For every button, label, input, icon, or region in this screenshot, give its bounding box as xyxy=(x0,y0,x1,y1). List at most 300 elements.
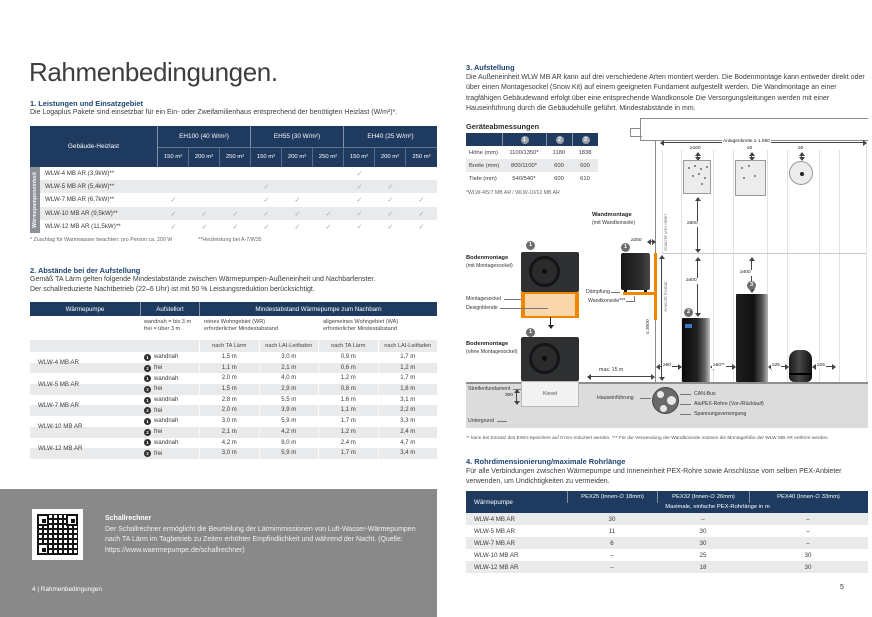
distance-value: 0,9 m xyxy=(318,352,378,363)
subcol-header: nach TA Lärm xyxy=(318,340,378,352)
check-icon: ✓ xyxy=(170,208,177,218)
check-icon: ✓ xyxy=(356,169,363,179)
distance-value: 1,2 m xyxy=(318,373,378,384)
dim-100: ≥100 xyxy=(690,146,701,151)
footnote-warmwasser: * Zuschlag für Warmwasser beachten: pro Person ca. 200 W xyxy=(30,236,173,243)
pex-row xyxy=(466,561,868,573)
wall-mounted-unit xyxy=(621,253,650,290)
badge-1: 1 xyxy=(621,243,630,252)
distance-value: 3,0 m xyxy=(199,416,259,427)
max15-label: max. 15 m xyxy=(599,367,624,373)
dim-value: 800/1100* xyxy=(510,162,537,169)
ansicht-frontal-label: Ansicht frontal xyxy=(664,281,669,312)
pump-label: WLW-5 MB AR (5,4kW)** xyxy=(45,183,115,191)
dim-value: 600 xyxy=(554,175,564,182)
untergrund-label: Untergrund xyxy=(468,418,494,424)
col-eh40: EH40 (25 W/m²) xyxy=(367,133,414,140)
section2-intro1: Gemäß TA Lärm gelten folgende Mindestabstände zwischen Wärmepumpen-Außeneinheit und Nachbarfenster. xyxy=(30,276,376,283)
row-badge: 2 xyxy=(144,450,151,457)
pex-value: – xyxy=(806,527,810,535)
pump-label: WLW-5 MB AR xyxy=(474,527,516,535)
dim-400a: ≥400 xyxy=(686,278,697,283)
kiesel-fundament xyxy=(521,381,579,407)
pump-label: WLW-4 MB AR (3,9kW)** xyxy=(45,170,115,178)
aufstellort-text: frei xyxy=(154,365,163,372)
fan-icon xyxy=(529,256,560,287)
dim-25a: ≥25 xyxy=(772,363,780,368)
dim-0b-arrow xyxy=(801,153,802,160)
subcol-header: nach TA Lärm xyxy=(199,340,259,352)
heizlast-area-row xyxy=(158,147,437,167)
dim-value: 1180 xyxy=(552,149,566,156)
heizlast-row xyxy=(30,167,437,180)
dim-300-arrow xyxy=(516,390,517,404)
distance-value: 4,0 m xyxy=(259,373,319,384)
distance-value: 4,7 m xyxy=(378,438,438,449)
wandkonsole-rail xyxy=(654,253,657,320)
dim-value: 600 xyxy=(580,162,590,169)
row-badge: 2 xyxy=(144,407,151,414)
distance-value: 2,1 m xyxy=(259,363,319,374)
abstand-table-header xyxy=(30,302,437,316)
dim-600: ≥600 xyxy=(687,221,698,226)
leistungen-footnotes xyxy=(30,237,437,243)
check-icon: ✓ xyxy=(232,208,239,218)
aufstellort-cell xyxy=(140,397,199,404)
row-badge: 1 xyxy=(144,418,151,425)
distance-value: 2,1 m xyxy=(199,427,259,438)
distance-value: 2,2 m xyxy=(378,405,438,416)
check-icon: ✓ xyxy=(263,182,270,192)
aufstellort-text: wandnah xyxy=(154,418,179,425)
abstand-group xyxy=(30,373,437,394)
dim-25b: ≥25 xyxy=(817,363,825,368)
abstand-row xyxy=(30,438,437,449)
fan-icon xyxy=(529,343,560,374)
abstand-row xyxy=(30,384,437,395)
abstand-row xyxy=(30,352,437,363)
pump-label: WLW-10 MB AR xyxy=(38,423,83,431)
pex-value: 11 xyxy=(608,527,616,535)
distance-value: 2,0 m xyxy=(199,373,259,384)
max15-arrow xyxy=(588,376,654,377)
check-icon: ✓ xyxy=(294,208,301,218)
distance-value: 3,9 m xyxy=(259,405,319,416)
check-icon: ✓ xyxy=(294,195,301,205)
qr-finder-icon xyxy=(66,514,78,526)
check-icon: ✓ xyxy=(232,221,239,231)
leader-line xyxy=(504,299,521,300)
ansicht-oben-label: Ansicht von oben xyxy=(664,214,669,251)
section1-heading: 1. Leistungen und Einsatzgebiet xyxy=(30,99,143,108)
pex-row xyxy=(466,549,868,561)
pump-label: WLW-7 MB AR xyxy=(38,401,80,409)
area-header-cell: 150 m² xyxy=(251,148,282,167)
guide-line xyxy=(787,150,788,382)
guide-line xyxy=(819,150,820,382)
area-header-cell: 250 m² xyxy=(412,154,431,160)
outdoor-unit-front xyxy=(521,337,579,381)
section4-heading: 4. Rohrdimensionierung/maximale Rohrlänge xyxy=(466,457,626,466)
area-header-cell: 200 m² xyxy=(282,148,313,167)
dim-50s: ≥50** xyxy=(713,363,725,368)
section4-body: Für alle Verbindungen zwischen Wärmepumpe und Inneneinheit PEX-Rohre sowie Anschlüsse vom selben PEX-Anbieter verwenden, um Undichtigkeiten zu vermeiden. xyxy=(466,468,842,485)
boden2-sub: (ohne Montagesockel) xyxy=(466,349,518,355)
dim-400b: ≥400 xyxy=(740,270,751,275)
distance-value: 1,7 m xyxy=(378,373,438,384)
spannung-label: Spannungsversorgung xyxy=(694,411,747,417)
check-icon: ✓ xyxy=(356,208,363,218)
dim-250: ≥250 xyxy=(631,238,642,243)
page-number-right: 5 xyxy=(840,584,844,591)
wandmontage-title: Wandmontage xyxy=(592,212,632,218)
pump-label: WLW-7 MB AR (6,7kW)** xyxy=(45,196,115,204)
abstand-group xyxy=(30,438,437,459)
pex-span-label: Maximale, einfache PEX-Rohrlänge in m xyxy=(665,504,770,510)
check-icon: ✓ xyxy=(356,182,363,192)
wall-outline xyxy=(630,136,642,137)
distance-value: 3,1 m xyxy=(378,395,438,406)
distance-value: 1,2 m xyxy=(378,363,438,374)
transition-arrow xyxy=(550,317,551,325)
badge-col xyxy=(502,133,546,146)
pump-label: WLW-12 MB AR xyxy=(38,444,83,452)
schallrechner-heading: Schallrechner xyxy=(105,515,152,522)
check-icon: ✓ xyxy=(356,195,363,205)
qr-finder-icon xyxy=(37,543,49,555)
leader-line xyxy=(626,301,634,302)
section2-intro2: Der schallreduzierte Nachtbetrieb (22–6 Uhr) ist mit 50 % Leistungsreduktion berücksichtigt. xyxy=(30,286,315,293)
row-badge: 2 xyxy=(144,386,151,393)
distance-value: 3,0 m xyxy=(259,352,319,363)
diagram-footnote: ** kann bei Einsatz des EWH-Speichers auf 0 mm reduziert werden. *** Für die Verwendung der Wandkonsole müssen die Montagefüße der WLW MB AR entfernt werden. xyxy=(466,436,829,441)
dims-table-badges xyxy=(502,133,598,146)
alupex-label: AluPEX-Rohre (Vor-/Rücklauf) xyxy=(694,401,764,407)
leader-line xyxy=(680,404,691,405)
canbus-label: CAN-Bus xyxy=(694,391,716,397)
streifenfundament-label: Streifenfundament xyxy=(468,386,511,392)
circle-badge: 2 xyxy=(556,136,564,144)
heizlast-row xyxy=(30,180,437,193)
abstand-group xyxy=(30,416,437,437)
distance-value: 0,6 m xyxy=(318,363,378,374)
distance-value: 1,7 m xyxy=(318,448,378,459)
section3-heading: 3. Aufstellung xyxy=(466,63,515,72)
pex-col-header: PEX32 (Innen-∅ 26mm) xyxy=(657,491,749,503)
wa-label-2: erforderlicher Mindestabstand xyxy=(323,326,397,333)
aufstellort-cell xyxy=(140,365,199,372)
dims-row xyxy=(466,172,598,185)
aufstellort-cell xyxy=(140,450,199,457)
row-badge: 1 xyxy=(144,375,151,382)
aufstellort-text: wandnah xyxy=(154,439,179,446)
aufstellort-text: frei xyxy=(154,407,163,414)
check-icon: ✓ xyxy=(387,221,394,231)
abstand-row xyxy=(30,363,437,374)
pex-value: – xyxy=(806,539,810,547)
row-badge: 1 xyxy=(144,439,151,446)
leader-line xyxy=(611,292,620,293)
dim-label: Höhe (mm) xyxy=(469,149,498,156)
distance-value: 3,3 m xyxy=(378,416,438,427)
pump-label: WLW-10 MB AR (9,5kW)** xyxy=(45,209,118,217)
abstand-group xyxy=(30,395,437,416)
badge-col xyxy=(572,133,598,146)
dim-0b: ≥0 xyxy=(798,146,804,151)
pex-table-header xyxy=(466,491,868,513)
page-title: Rahmenbedingungen. xyxy=(29,57,278,87)
dim-value: 1100/1350* xyxy=(509,149,539,156)
check-icon: ✓ xyxy=(418,195,425,205)
dim-label: Breite (mm) xyxy=(469,162,500,169)
abstand-subheader xyxy=(30,316,437,340)
guide-line xyxy=(713,150,714,382)
page-footer-left: 4 | Rahmenbedingungen xyxy=(32,586,102,593)
dim-3000: ≤ 3000 xyxy=(646,319,651,334)
side-tab-label: Wärmepumpeneinheit xyxy=(32,172,38,228)
distance-value: 1,2 m xyxy=(318,427,378,438)
leader-line xyxy=(680,394,691,395)
aufstellort-cell xyxy=(140,418,199,425)
heizlast-table-body xyxy=(30,167,437,233)
leader-line xyxy=(634,296,635,302)
side-tab-waermepumpeneinheit xyxy=(30,167,40,233)
check-icon: ✓ xyxy=(201,221,208,231)
schallrechner-body: Der Schallrechner ermöglicht die Beurteilung der Lärmimmissionen von Luft-Wasser-Wärmepumpen nach TA Lärm im Tagbetrieb zu Zeiten erhöhter Empfindlichkeit und während der Nacht. (Quelle: https://www.waermepumpe.de/schallrechner) xyxy=(105,526,416,554)
dim-value: 1838 xyxy=(578,149,592,156)
col-waermepumpe: Wärmepumpe xyxy=(65,305,105,313)
check-icon: ✓ xyxy=(170,195,177,205)
boden2-title: Bodenmontage xyxy=(466,341,509,347)
leader-line xyxy=(640,398,651,399)
guide-line xyxy=(733,150,734,382)
heizlast-row xyxy=(30,193,437,206)
distance-value: 2,4 m xyxy=(378,427,438,438)
leader-line xyxy=(680,414,691,415)
check-icon: ✓ xyxy=(418,221,425,231)
ort-note-2: frei = über 3 m xyxy=(144,326,181,333)
dim-300: 300 xyxy=(505,393,514,398)
pex-table-body xyxy=(466,513,868,573)
boden1-title: Bodenmontage xyxy=(466,255,509,261)
pex-col-header: PEX40 (Innen-∅ 33mm) xyxy=(749,491,867,503)
check-icon: ✓ xyxy=(170,221,177,231)
check-icon: ✓ xyxy=(263,208,270,218)
col-mindestabstand: Mindestabstand Wärmepumpe zum Nachbarn xyxy=(199,302,437,316)
aufstellort-cell xyxy=(140,354,199,361)
pump-label: WLW-4 MB AR xyxy=(474,515,516,523)
down-arrow-icon xyxy=(548,325,554,329)
distance-value: 8,0 m xyxy=(259,438,319,449)
badge-col xyxy=(546,133,572,146)
heizlast-row xyxy=(30,207,437,220)
aufstellort-cell xyxy=(140,439,199,446)
outdoor-unit-front xyxy=(521,252,579,292)
tank-top-view xyxy=(789,161,813,185)
pex-row xyxy=(466,525,868,537)
wr-label-2: erforderlicher Mindestabstand xyxy=(204,326,278,333)
pex-table xyxy=(466,491,868,573)
pex-value: 6 xyxy=(610,539,614,547)
col-eh100: EH100 (40 W/m²) xyxy=(158,126,251,147)
check-icon: ✓ xyxy=(387,208,394,218)
pex-cols xyxy=(567,491,868,503)
aufstellort-text: frei xyxy=(154,450,163,457)
pump-label: WLW-12 MB AR xyxy=(474,563,519,571)
check-icon: ✓ xyxy=(387,182,394,192)
distance-value: 1,1 m xyxy=(318,405,378,416)
pex-value: 30 xyxy=(699,527,707,535)
pump-label: WLW-7 MB AR xyxy=(474,539,516,547)
wall-outline xyxy=(630,128,631,136)
dim-250-arrow xyxy=(648,241,655,242)
distance-value: 3,4 m xyxy=(378,448,438,459)
aufstellort-cell xyxy=(140,375,199,382)
distance-value: 5,5 m xyxy=(259,395,319,406)
pump-label: WLW-10 MB AR xyxy=(474,551,519,559)
wall-outline xyxy=(640,118,868,119)
speicher-tower xyxy=(736,294,768,382)
check-icon: ✓ xyxy=(294,221,301,231)
distance-value: 1,5 m xyxy=(199,352,259,363)
area-header-cell: 200 m² xyxy=(375,148,406,167)
schallrechner-band xyxy=(0,489,437,617)
aufstellort-text: frei xyxy=(154,386,163,393)
wandkonsole-label: Wandkonsole*** xyxy=(588,298,626,304)
abstand-row xyxy=(30,395,437,406)
check-icon: ✓ xyxy=(201,208,208,218)
footnote-heizleistung: **Heizleistung bei A-7/W35 xyxy=(198,236,262,243)
dims-footnote: *WLW-4/5/7 MB AR / WLW-10/12 MB AR xyxy=(466,190,560,196)
distance-value: 1,7 m xyxy=(318,416,378,427)
badge-3: 3 xyxy=(747,281,756,290)
leistungen-table xyxy=(30,126,437,243)
distance-value: 3,0 m xyxy=(199,448,259,459)
distance-value: 1,7 m xyxy=(378,352,438,363)
dim-100-arrow xyxy=(697,153,698,160)
check-icon: ✓ xyxy=(325,208,332,218)
abstand-row xyxy=(30,373,437,384)
guide-line xyxy=(662,150,663,253)
dim-50: ≥50 xyxy=(663,363,671,368)
col-gebaeude-heizlast: Gebäude-Heizlast xyxy=(30,126,158,167)
wa-label-1: allgemeines Wohngebiet (WA) xyxy=(323,319,399,325)
distance-value: 5,9 m xyxy=(259,448,319,459)
distance-value: 1,6 m xyxy=(318,395,378,406)
guide-line xyxy=(839,150,840,382)
abstand-table xyxy=(30,302,437,459)
section2-heading: 2. Abstände bei der Aufstellung xyxy=(30,266,141,275)
section3-body: Die Außeneinheit WLW MB AR kann auf drei verschiedene Arten montiert werden. Die Bodenmontage kann entweder direkt oder über einen Montagesockel (Snow Kit) auf einem geeigneten Fundament aufgestellt werden. Die Wandmontage an einer tragfähigen Gebäudewand erfolgt über eine entsprechende Wandkonsole Die Versorgungsleitungen werden mit einer Hauseinführung durch die Gebäudehülle geführt. Mindestabstände in mm. xyxy=(466,74,865,113)
check-icon: ✓ xyxy=(263,195,270,205)
abstand-table-body xyxy=(30,352,437,459)
hauseinfuehrung-label: Hauseinführung xyxy=(597,395,634,401)
dim-3000-arrow xyxy=(661,256,662,380)
abstand-group xyxy=(30,352,437,373)
dims-table-header xyxy=(466,133,598,146)
pex-value: – xyxy=(701,515,705,523)
area-header-cell: 150 m² xyxy=(158,148,189,167)
badge-1: 1 xyxy=(526,241,535,250)
pex-value: 30 xyxy=(804,551,812,559)
dims-table-heading: Geräteabmessungen xyxy=(466,122,540,131)
dim-value: 540/540* xyxy=(512,175,536,182)
abstand-row xyxy=(30,405,437,416)
circle-badge: 3 xyxy=(582,136,590,144)
pex-value: – xyxy=(806,515,810,523)
dims-table-body xyxy=(466,146,598,185)
subcol-header: nach LAI-Leitfaden xyxy=(259,340,319,352)
aufstellort-cell xyxy=(140,429,199,436)
unit2-top-view xyxy=(735,160,766,196)
unit1-top-view xyxy=(683,160,711,194)
aufstellort-text: wandnah xyxy=(154,397,179,404)
check-icon: ✓ xyxy=(387,195,394,205)
distance-value: 1,5 m xyxy=(199,384,259,395)
wr-label-1: reines Wohngebiet (WR) xyxy=(204,319,266,325)
aufstellort-cell xyxy=(140,407,199,414)
abstand-row xyxy=(30,427,437,438)
check-icon: ✓ xyxy=(325,221,332,231)
distance-value: 2,0 m xyxy=(199,405,259,416)
aufstellort-text: frei xyxy=(154,429,163,436)
designblende-label: Designblende xyxy=(466,305,498,311)
dim-label: Tiefe (mm) xyxy=(469,175,497,182)
aufstellort-text: wandnah xyxy=(154,375,179,382)
abstand-subcols xyxy=(30,340,437,352)
dims-row xyxy=(466,159,598,172)
distance-value: 1,1 m xyxy=(199,363,259,374)
montagesockel-shape xyxy=(521,292,579,318)
dim-0a-arrow xyxy=(751,153,752,160)
distance-value: 2,9 m xyxy=(259,384,319,395)
section1-intro: Die Logaplus Pakete sind einsetzbar für ein Ein- oder Zweifamilienhaus entsprechend der benötigten Heizlast (W/m²)*. xyxy=(30,109,398,116)
dims-table xyxy=(466,133,598,185)
guide-line xyxy=(866,140,867,382)
heizlast-row xyxy=(30,220,437,233)
dim-value: 610 xyxy=(580,175,590,182)
pex-value: 25 xyxy=(699,551,707,559)
pex-value: – xyxy=(610,551,614,559)
display-screen xyxy=(685,324,692,328)
daempfung-label: Dämpfung xyxy=(586,289,610,295)
area-header-cell: 150 m² xyxy=(344,148,375,167)
col-eh55: EH55 (30 W/m²) xyxy=(251,126,344,147)
qr-finder-icon xyxy=(37,514,49,526)
distance-value: 5,9 m xyxy=(259,416,319,427)
distance-value: 4,2 m xyxy=(259,427,319,438)
distance-value: 1,6 m xyxy=(378,384,438,395)
area-header-cell: 200 m² xyxy=(189,148,220,167)
distance-value: 0,8 m xyxy=(318,384,378,395)
area-header-cell: 250 m² xyxy=(313,148,344,167)
distance-value: 4,2 m xyxy=(199,438,259,449)
pex-value: – xyxy=(610,563,614,571)
ort-note-1: wandnah = bis 3 m xyxy=(144,319,192,325)
check-icon: ✓ xyxy=(263,221,270,231)
kiesel-label: Kiesel xyxy=(542,391,558,397)
view-separator xyxy=(662,253,866,254)
pump-label: WLW-12 MB AR (11,5kW)** xyxy=(45,222,121,230)
distance-value: 2,8 m xyxy=(199,395,259,406)
pump-label: WLW-4 MB AR xyxy=(38,359,80,367)
pump-label: WLW-5 MB AR xyxy=(38,380,80,388)
wandkonsole-bracket xyxy=(623,292,656,295)
aufstellort-text: wandnah xyxy=(154,354,179,361)
row-badge: 2 xyxy=(144,365,151,372)
check-icon: ✓ xyxy=(418,208,425,218)
aufstellort-cell xyxy=(140,386,199,393)
